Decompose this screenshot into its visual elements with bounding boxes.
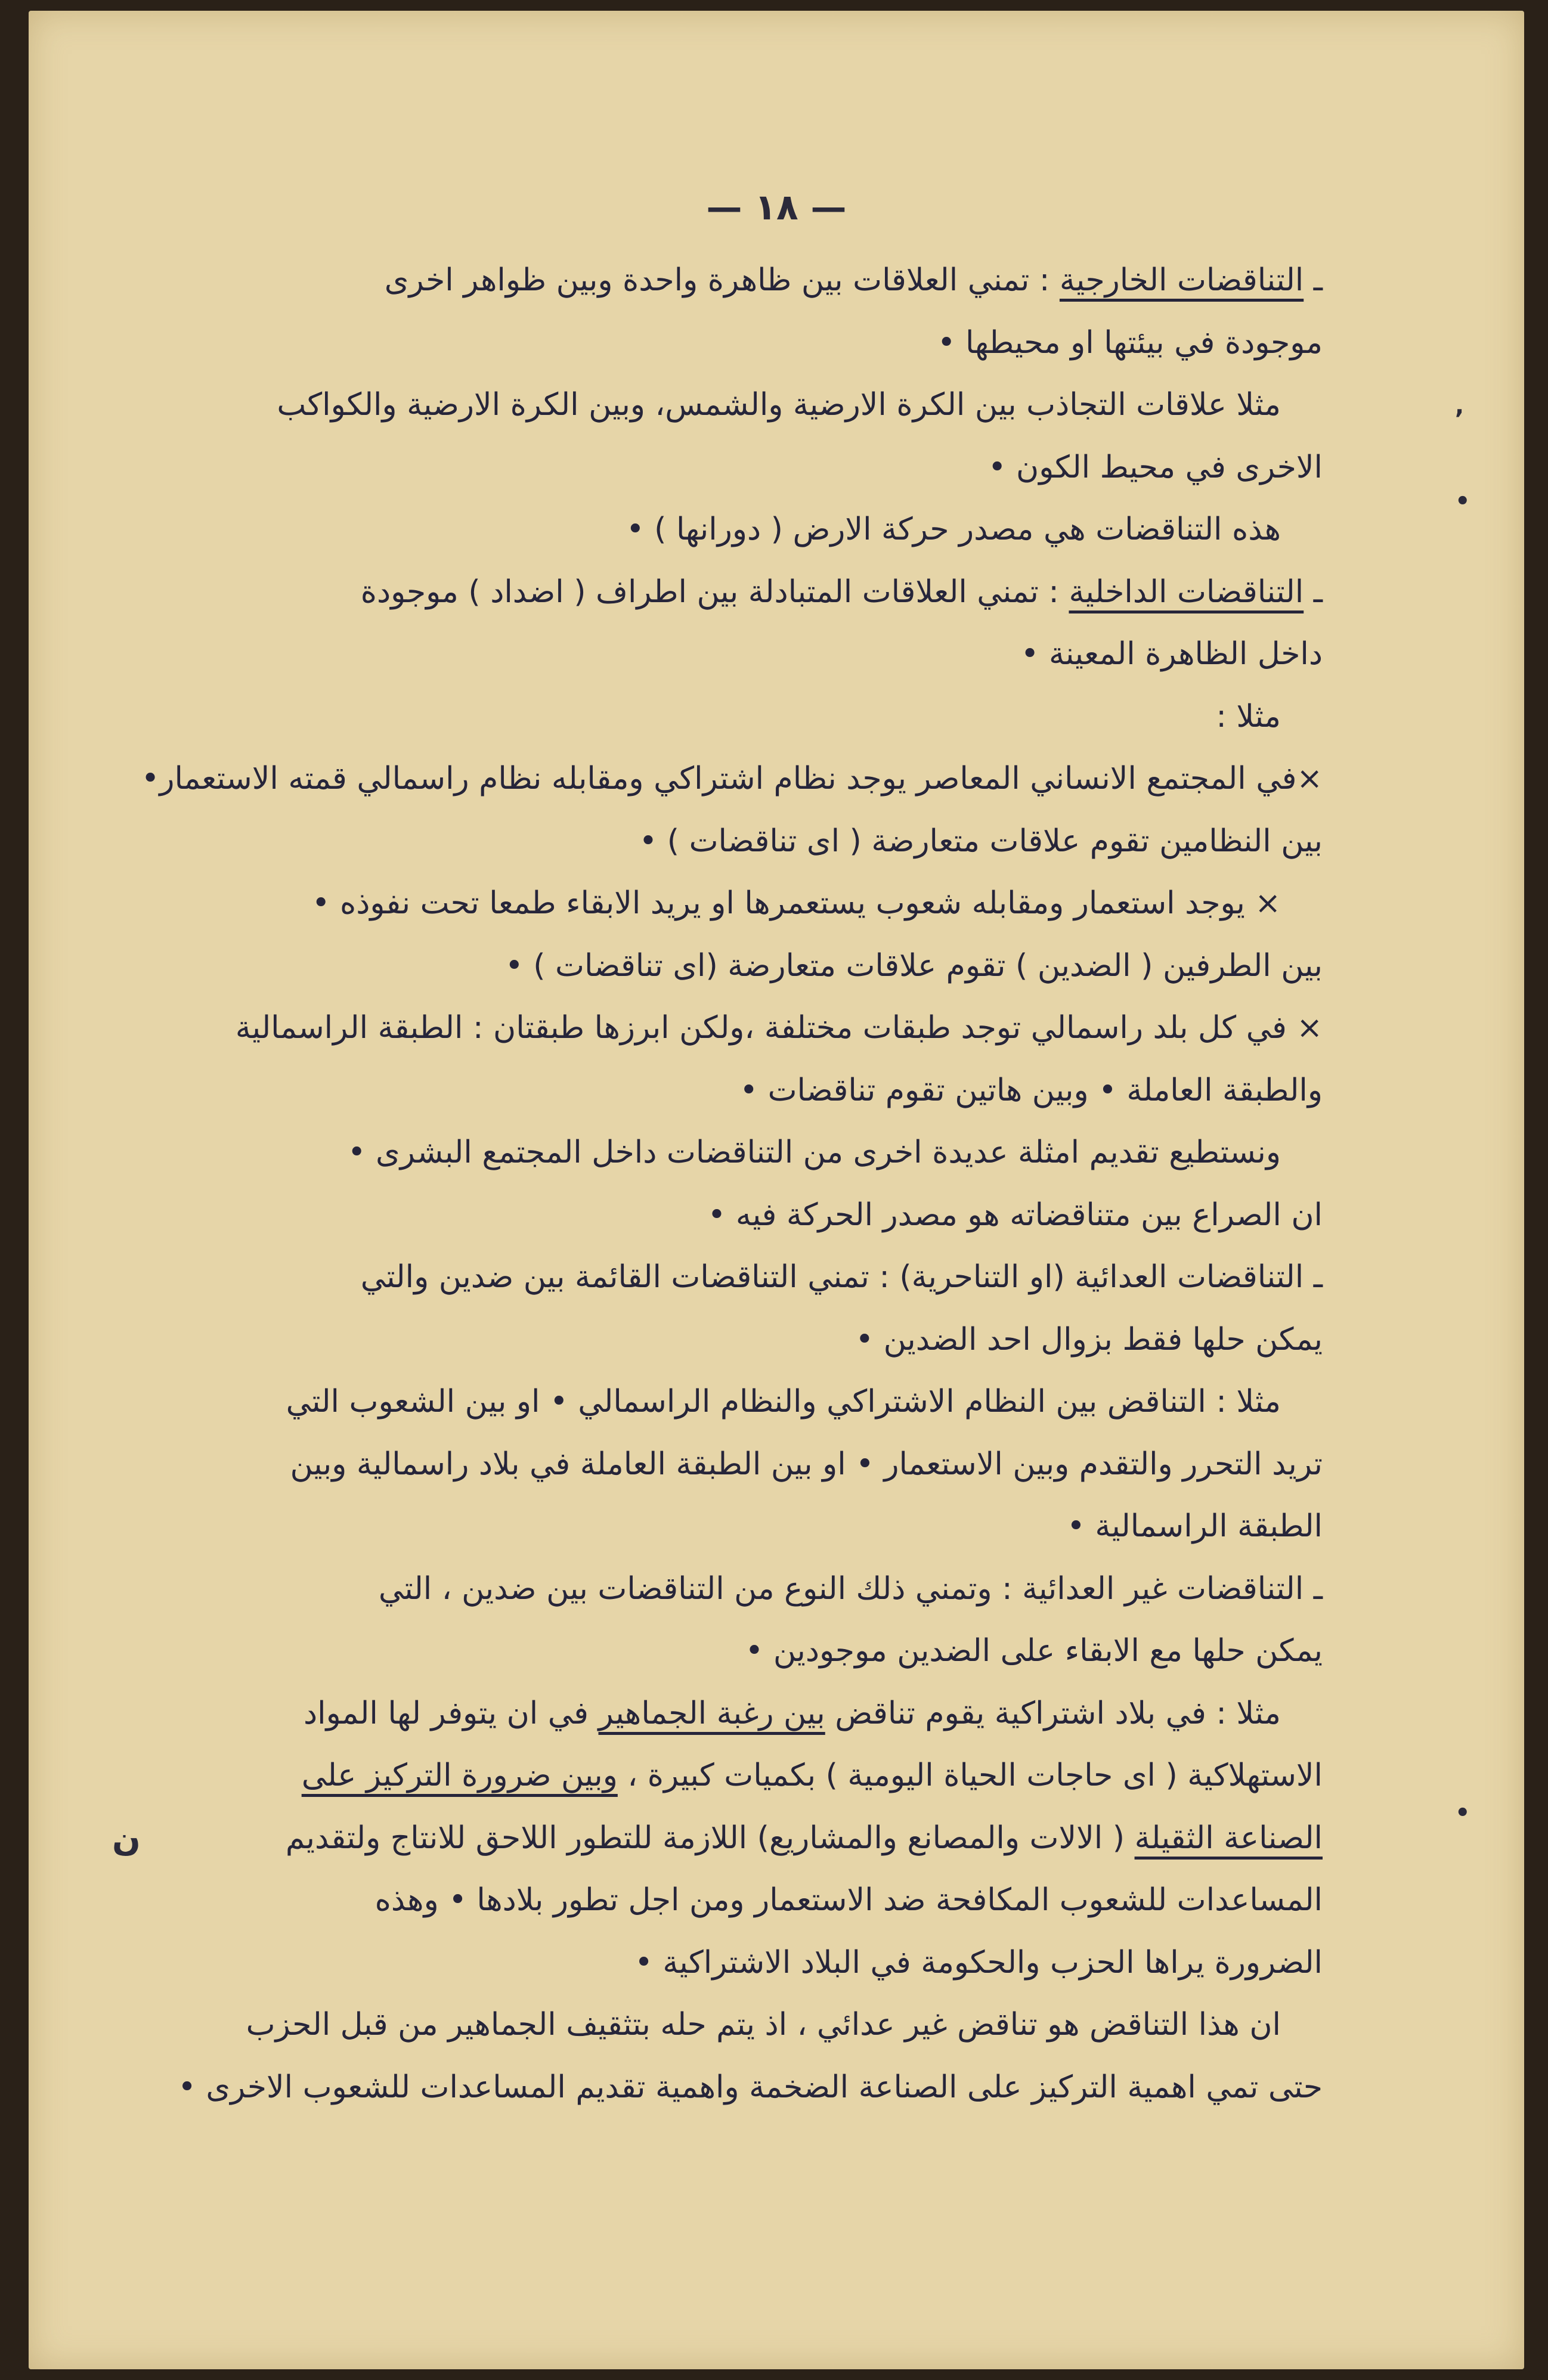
- page-body: [141, 249, 1323, 2118]
- line-text: الاخرى في محيط الكون •: [987, 449, 1323, 485]
- margin-annotation: ن: [112, 1820, 141, 1859]
- text-line: [225, 997, 1323, 1059]
- text-line: [225, 935, 1323, 997]
- underlined-heading: التناقضات الخارجية: [1059, 262, 1304, 298]
- margin-dot: ,: [1455, 392, 1465, 420]
- text-line: [225, 249, 1323, 312]
- line-text: يمكن حلها فقط بزوال احد الضدين •: [855, 1321, 1323, 1358]
- underlined-phrase: الصناعة الثقيلة: [1134, 1820, 1323, 1856]
- document-page: [29, 11, 1524, 2369]
- text-line: [225, 1246, 1323, 1309]
- line-text: حتى تمي اهمية التركيز على الصناعة الضخمة واهمية تقديم المساعدات للشعوب الاخرى •: [178, 2069, 1323, 2105]
- line-text: مثلا : التناقض بين النظام الاشتراكي والنظام الراسمالي • او بين الشعوب التي: [286, 1384, 1281, 1420]
- line-text: ونستطيع تقديم امثلة عديدة اخرى من التناقضات داخل المجتمع البشرى •: [347, 1135, 1281, 1170]
- line-text: مثلا علاقات التجاذب بين الكرة الارضية والشمس، وبين الكرة الارضية والكواكب: [277, 387, 1281, 423]
- line-text: التناقضات غير العدائية : وتمني ذلك النوع من التناقضات بين ضدين ، التي: [378, 1570, 1304, 1607]
- line-text: ×في المجتمع الانساني المعاصر يوجد نظام اشتراكي ومقابله نظام راسمالي قمته الاستعمار•: [141, 761, 1323, 797]
- line-text: ان الصراع بين متناقضاته هو مصدر الحركة فيه •: [707, 1197, 1323, 1233]
- line-text: ان هذا التناقض هو تناقض غير عدائي ، اذ يتم حله بتثقيف الجماهير من قبل الحزب: [246, 2007, 1281, 2043]
- underlined-phrase: وبين ضرورة التركيز على: [301, 1758, 618, 1793]
- text-line: [225, 1682, 1323, 1745]
- line-text: موجودة في بيئتها او محيطها •: [937, 324, 1323, 361]
- dash: ـ: [1304, 1259, 1323, 1295]
- line-text: الطبقة الراسمالية •: [1067, 1508, 1323, 1544]
- text-line: [141, 748, 1323, 810]
- text-line: [225, 1807, 1323, 1870]
- line-text: مثلا :: [1216, 698, 1281, 735]
- text-line: [225, 374, 1323, 436]
- page-number: — ١٨ —: [706, 187, 847, 228]
- text-line: [225, 1932, 1323, 1994]
- dash: ـ: [1304, 574, 1323, 610]
- margin-dot: •: [1455, 1799, 1470, 1827]
- line-text: المساعدات للشعوب المكافحة ضد الاستعمار ومن اجل تطور بلادها • وهذه: [374, 1882, 1323, 1918]
- line-text: ( الالات والمصانع والمشاريع) اللازمة للتطور اللاحق للانتاج ولتقديم: [285, 1820, 1135, 1856]
- underlined-phrase: بين رغبة الجماهير: [598, 1695, 825, 1731]
- text-line: [225, 1869, 1323, 1932]
- text-line: [225, 1744, 1323, 1807]
- text-line: [225, 623, 1323, 686]
- text-line: [225, 686, 1323, 748]
- text-line: [225, 1059, 1323, 1122]
- line-text: الضرورة يراها الحزب والحكومة في البلاد الاشتراكية •: [634, 1944, 1323, 1981]
- text-line: [225, 810, 1323, 873]
- dash: ـ: [1304, 1570, 1323, 1607]
- text-line: [225, 1184, 1323, 1247]
- text-line: [225, 1558, 1323, 1620]
- line-text: هذه التناقضات هي مصدر حركة الارض ( دورانها ) •: [626, 512, 1281, 547]
- line-text: × في كل بلد راسمالي توجد طبقات مختلفة ،ولكن ابرزها طبقتان : الطبقة الراسمالية: [235, 1010, 1323, 1046]
- dash: ـ: [1304, 262, 1323, 298]
- line-text: × يوجد استعمار ومقابله شعوب يستعمرها او يريد الابقاء طمعا تحت نفوذه •: [311, 885, 1281, 921]
- text-line: [225, 872, 1323, 935]
- line-text: في ان يتوفر لها المواد: [303, 1695, 599, 1731]
- line-text: داخل الظاهرة المعينة •: [1020, 636, 1323, 672]
- line-text: مثلا : في بلاد اشتراكية يقوم تناقض: [825, 1695, 1281, 1731]
- line-text: والطبقة العاملة • وبين هاتين تقوم تناقضات •: [739, 1072, 1323, 1108]
- text-line: [225, 1309, 1323, 1371]
- text-line: [225, 1620, 1323, 1682]
- line-text: تريد التحرر والتقدم وبين الاستعمار • او بين الطبقة العاملة في بلاد راسمالية وبين: [290, 1446, 1323, 1482]
- text-line: [225, 1121, 1323, 1184]
- text-line: [178, 2056, 1323, 2119]
- text-line: [225, 436, 1323, 499]
- line-text: : تمني العلاقات المتبادلة بين اطراف ( اضداد ) موجودة: [360, 574, 1069, 610]
- line-text: بين الطرفين ( الضدين ) تقوم علاقات متعارضة (اى تناقضات ) •: [505, 947, 1323, 984]
- text-line: [225, 561, 1323, 624]
- text-line: [225, 498, 1323, 561]
- line-text: الاستهلاكية ( اى حاجات الحياة اليومية ) بكميات كبيرة ،: [617, 1758, 1323, 1793]
- line-text: : تمني العلاقات بين ظاهرة واحدة وبين ظواهر اخرى: [384, 262, 1060, 298]
- underlined-heading: التناقضات الداخلية: [1069, 574, 1304, 610]
- line-text: التناقضات العدائية (او التناحرية) : تمني التناقضات القائمة بين ضدين والتي: [360, 1259, 1304, 1295]
- line-text: بين النظامين تقوم علاقات متعارضة ( اى تناقضات ) •: [639, 823, 1323, 859]
- text-line: [225, 1371, 1323, 1433]
- text-line: [225, 1495, 1323, 1558]
- text-line: [225, 1433, 1323, 1496]
- text-line: [225, 1994, 1323, 2056]
- text-line: [225, 312, 1323, 374]
- margin-dot: •: [1455, 488, 1470, 515]
- line-text: يمكن حلها مع الابقاء على الضدين موجودين •: [745, 1633, 1323, 1669]
